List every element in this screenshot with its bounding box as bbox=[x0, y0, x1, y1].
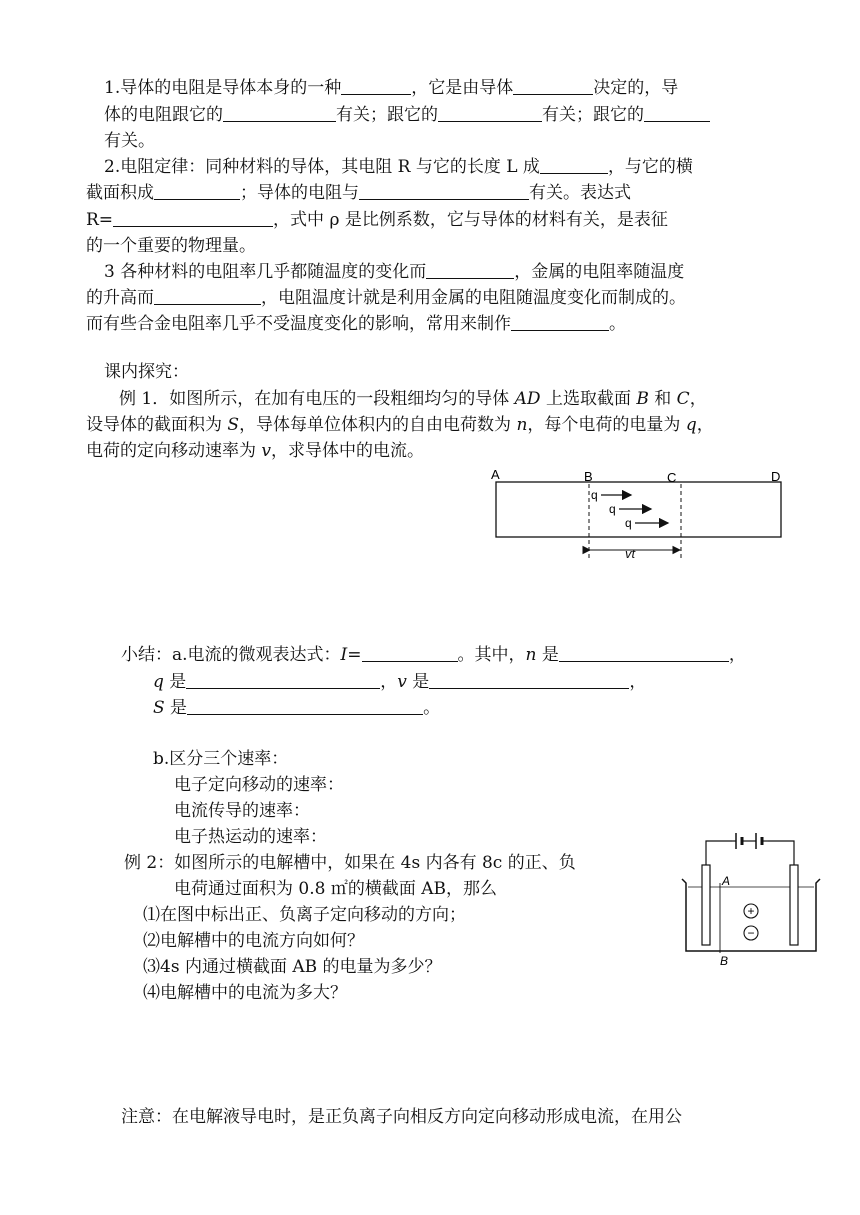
text: ；导体的电阻与 bbox=[240, 183, 359, 203]
text: ，导体每单位体积内的自由电荷数为 bbox=[239, 415, 517, 435]
ex2-line2: 电荷通过面积为 0.8 ㎡的横截面 AB，那么 bbox=[174, 879, 498, 899]
text: v bbox=[397, 672, 407, 692]
text: 设导体的截面积为 bbox=[86, 415, 228, 435]
q3-line2 bbox=[86, 286, 686, 310]
blank[interactable] bbox=[359, 181, 529, 200]
label-a: A bbox=[722, 874, 731, 888]
summary-line2 bbox=[153, 670, 646, 694]
text: ， bbox=[629, 672, 647, 692]
plus-sign: + bbox=[747, 904, 755, 918]
minus-sign: − bbox=[747, 926, 755, 940]
text: 是 bbox=[163, 672, 187, 692]
text: q bbox=[153, 672, 164, 692]
text: 电荷的定向移动速率为 bbox=[86, 441, 262, 461]
text: 有关；跟它的 bbox=[542, 105, 644, 125]
text: ，求导体中的电流。 bbox=[271, 441, 425, 461]
charge-1: q bbox=[591, 488, 598, 502]
blank[interactable] bbox=[429, 670, 629, 689]
text: 体的电阻跟它的 bbox=[104, 105, 223, 125]
ex2-item2: ⑵电解槽中的电流方向如何？ bbox=[143, 931, 364, 951]
label-c: C bbox=[667, 470, 677, 485]
text: = bbox=[347, 645, 362, 665]
q3-line1 bbox=[104, 260, 684, 284]
label-d: D bbox=[771, 469, 781, 484]
text: 。 bbox=[609, 314, 626, 334]
summary-line3 bbox=[153, 696, 440, 720]
ex2-line1: 例 2：如图所示的电解槽中，如果在 4s 内各有 8c 的正、负 bbox=[124, 853, 576, 873]
electrolysis-figure bbox=[676, 825, 826, 970]
q3-line3 bbox=[86, 312, 626, 336]
text: 的升高而 bbox=[86, 288, 154, 308]
ex2-item4: ⑷电解槽中的电流为多大？ bbox=[143, 983, 347, 1003]
ex2-item1: ⑴在图中标出正、负离子定向移动的方向； bbox=[143, 905, 466, 925]
text: 而有些合金电阻率几乎不受温度变化的影响，常用来制作 bbox=[86, 314, 511, 334]
text: S bbox=[227, 415, 240, 435]
text: 有关；跟它的 bbox=[336, 105, 438, 125]
text: 例 1．如图所示，在加有电压的一段粗细均匀的导体 bbox=[119, 389, 515, 409]
blank[interactable] bbox=[341, 76, 411, 95]
label-b: B bbox=[584, 469, 593, 484]
text: 1.导体的电阻是导体本身的一种 bbox=[104, 78, 342, 98]
text: 是 bbox=[164, 698, 188, 718]
q2-line4: 的一个重要的物理量。 bbox=[86, 236, 256, 256]
text: ，与它的横 bbox=[607, 157, 693, 177]
electrode-right bbox=[790, 865, 798, 945]
note: 注意：在电解液导电时，是正负离子向相反方向定向移动形成电流，在用公 bbox=[121, 1107, 682, 1127]
text: 有关。表达式 bbox=[529, 183, 631, 203]
speed-1: 电子定向移动的速率： bbox=[174, 775, 344, 795]
vt-label: vt bbox=[625, 546, 636, 561]
text: B bbox=[636, 389, 649, 409]
ex1-line3 bbox=[86, 439, 424, 463]
q1-line1 bbox=[104, 76, 678, 100]
text: ，它是由导体 bbox=[411, 78, 514, 98]
text: ，每个电荷的电量为 bbox=[527, 415, 686, 435]
text: I bbox=[340, 645, 348, 665]
q2-line1 bbox=[104, 155, 693, 179]
text: S bbox=[153, 698, 165, 718]
text: 上选取截面 bbox=[540, 389, 637, 409]
text: ， bbox=[728, 645, 746, 665]
blank[interactable] bbox=[186, 670, 380, 689]
text: 和 bbox=[648, 389, 677, 409]
blank[interactable] bbox=[113, 208, 273, 227]
blank[interactable] bbox=[511, 312, 609, 331]
blank[interactable] bbox=[362, 643, 458, 662]
q2-line2 bbox=[86, 181, 631, 205]
text: n bbox=[525, 645, 537, 665]
text: 是 bbox=[406, 672, 430, 692]
blank[interactable] bbox=[559, 643, 729, 662]
label-b: B bbox=[720, 954, 729, 968]
text: C bbox=[676, 389, 690, 409]
text: R= bbox=[86, 210, 114, 230]
charge-2: q bbox=[609, 502, 616, 516]
blank[interactable] bbox=[426, 260, 514, 279]
text: n bbox=[516, 415, 528, 435]
ex1-line1 bbox=[119, 387, 707, 411]
text: ，金属的电阻率随温度 bbox=[514, 262, 685, 282]
blank[interactable] bbox=[154, 286, 261, 305]
text: ，电阻温度计就是利用金属的电阻随温度变化而制成的。 bbox=[261, 288, 686, 308]
text: ， bbox=[696, 415, 714, 435]
text: 。其中， bbox=[457, 645, 526, 665]
q2-line3 bbox=[86, 208, 668, 232]
blank[interactable] bbox=[187, 696, 423, 715]
text: 是 bbox=[536, 645, 559, 665]
text: 3 各种材料的电阻率几乎都随温度的变化而 bbox=[104, 262, 427, 282]
text: 小结：a.电流的微观表达式： bbox=[121, 645, 341, 665]
text: ， bbox=[689, 389, 707, 409]
charge-3: q bbox=[625, 516, 632, 530]
blank[interactable] bbox=[644, 103, 710, 122]
text: ， bbox=[380, 672, 398, 692]
speed-3: 电子热运动的速率： bbox=[174, 827, 327, 847]
blank[interactable] bbox=[438, 103, 542, 122]
text: v bbox=[261, 441, 272, 461]
text: q bbox=[685, 415, 697, 435]
text: 2.电阻定律：同种材料的导体，其电阻 R 与它的长度 L 成 bbox=[104, 157, 540, 177]
text: ，式中 ρ 是比例系数，它与导体的材料有关，是表征 bbox=[273, 210, 668, 230]
speed-2: 电流传导的速率： bbox=[174, 801, 310, 821]
explore-heading: 课内探究： bbox=[104, 362, 189, 382]
blank[interactable] bbox=[513, 76, 593, 95]
text: AD bbox=[514, 389, 541, 409]
blank[interactable] bbox=[540, 155, 608, 174]
blank[interactable] bbox=[154, 181, 240, 200]
ex1-line2 bbox=[86, 413, 714, 437]
blank[interactable] bbox=[223, 103, 336, 122]
q1-line3: 有关。 bbox=[104, 131, 155, 151]
summary-line1 bbox=[121, 643, 746, 667]
conductor-figure bbox=[488, 466, 788, 566]
electrode-left bbox=[702, 865, 710, 945]
text: 。 bbox=[423, 698, 441, 718]
label-a: A bbox=[491, 467, 500, 482]
text: 决定的，导 bbox=[593, 78, 679, 98]
q1-line2 bbox=[104, 103, 710, 127]
speeds-heading: b.区分三个速率： bbox=[153, 749, 289, 769]
ex2-item3: ⑶4s 内通过横截面 AB 的电量为多少？ bbox=[143, 957, 442, 977]
text: 截面积成 bbox=[86, 183, 154, 203]
